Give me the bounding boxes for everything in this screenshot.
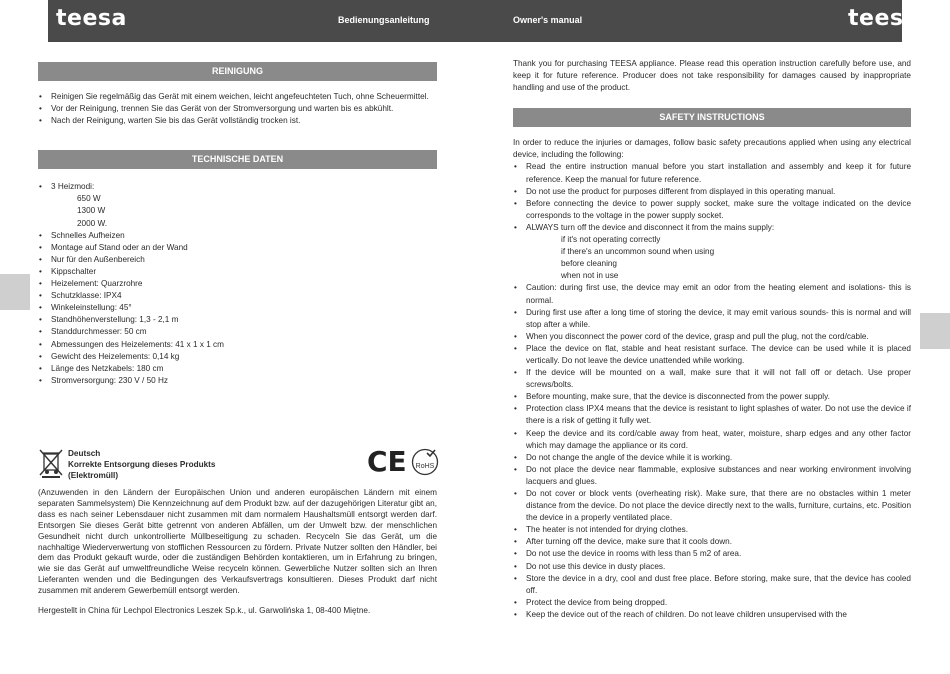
condition-line: if it's not operating correctly <box>561 235 661 245</box>
list-item: • Gewicht des Heizelements: 0,14 kg <box>38 351 437 363</box>
safety-intro: In order to reduce the injuries or damages, follow basic safety precautions applied when using any electrical device, including the following: <box>513 138 911 160</box>
list-item: • Nur für den Außenbereich <box>38 254 437 266</box>
right-column <box>513 58 911 621</box>
tech-list <box>38 181 437 387</box>
header-title-en: Owner's manual <box>513 15 583 25</box>
list-item: • Kippschalter <box>38 266 437 278</box>
left-column <box>38 62 437 387</box>
list-item: • Do not use the product for purposes different from displayed in this operating manual. <box>513 186 911 198</box>
heat-mode: 2000 W. <box>77 218 108 228</box>
disconnect-instruction: ALWAYS turn off the device and disconnect it from the mains supply: <box>526 222 775 232</box>
condition-line: before cleaning <box>561 259 617 269</box>
list-item: • The heater is not intended for drying clothes. <box>513 524 911 536</box>
heat-modes-label: 3 Heizmodi: <box>51 182 95 192</box>
top-bar <box>48 0 919 42</box>
disposal-title: Korrekte Entsorgung dieses Produkts <box>68 460 216 469</box>
list-item: • Before connecting the device to power supply socket, make sure the voltage indicated on the device corresponds to the voltage in the power supply socket. <box>513 198 911 222</box>
list-item: • Reinigen Sie regelmäßig das Gerät mit einem weichen, leicht angefeuchteten Tuch, ohne Scheuermittel. <box>38 91 437 103</box>
list-item: • Standhöhenverstellung: 1,3 - 2,1 m <box>38 314 437 326</box>
list-item: • Do not place the device near flammable, explosive substances and near working environment involving lacquers and glues. <box>513 464 911 488</box>
page-edge-tab-right <box>920 313 950 349</box>
list-item: • If the device will be mounted on a wall, make sure that it will not fall off or detach. Use proper screws/bolts. <box>513 367 911 391</box>
ce-mark-icon: CE <box>367 445 407 478</box>
list-item: • Place the device on flat, stable and heat resistant surface. The device can be used while it is placed vertically. Do not leave the device unattended while working. <box>513 343 911 367</box>
teesa-logo-right: teesa <box>848 6 919 31</box>
list-item: • Do not use this device in dusty places. <box>513 561 911 573</box>
rohs-label: RoHS <box>415 463 435 470</box>
list-item: • Montage auf Stand oder an der Wand <box>38 242 437 254</box>
list-item: • Keep the device and its cord/cable away from heat, water, moisture, sharp edges and any other factor which may damage the appliance or its cord. <box>513 428 911 452</box>
cleaning-list <box>38 91 437 127</box>
intro-paragraph: Thank you for purchasing TEESA appliance. Please read this operation instruction carefully before use, and keep it for future reference. Producer does not take responsibility for damages caused by inappropriate handling and use of the product. <box>513 59 911 93</box>
list-item <box>38 181 437 229</box>
manufacturer-line: Hergestellt in China für Lechpol Electronics Leszek Sp.k., ul. Garwolińska 1, 08-400 Miętne. <box>38 606 371 616</box>
disposal-subtitle: (Elektromüll) <box>68 471 119 480</box>
disposal-text: (Anzuwenden in den Ländern der Europäischen Union und anderen europäischen Ländern mit einem separaten Sammelsystem) Die Kennzeichnung auf dem Produkt bzw. auf der dazugehörigen Literatur gibt an, dass es nach seiner Lebensdauer nicht zusammen mit dam normalem Haushaltsmüll entsorgt werden darf. Entsorgen Sie dieses Gerät bitte getrennt von anderen Abfällen, um der Umwelt bzw. der menschlichen Gesundheit nicht durch unkontrollierte Müllbeseitigung zu schaden. Recyceln Sie das Gerät, um die nachhaltige Wiederverwertung von stofflichen Ressourcen zu fördern. Private Nutzer sollten den Händler, bei dem das Produkt gekauft wurde, oder die zuständigen Behörden kontaktieren, um in Erfahrung zu bringen, wie sie das Gerät auf umweltfreundliche Weise recyceln können. Gewerbliche Nutzer sollten sich an Ihren Lieferanten wenden und die Bedingungen des Verkaufsvertrags konsultieren. Dieses Produkt darf nicht zusammen mit anderem Gewerbemüll entsorgt werden. <box>38 488 437 596</box>
list-item: • Stromversorgung: 230 V / 50 Hz <box>38 375 437 387</box>
condition-line: if there's an uncommon sound when using <box>561 247 715 257</box>
safety-list <box>513 161 911 621</box>
heat-mode: 1300 W <box>77 206 106 216</box>
condition-line: when not in use <box>561 271 619 281</box>
header-title-de: Bedienungsanleitung <box>338 15 430 25</box>
teesa-logo-left: teesa <box>56 6 127 31</box>
tech-section-title: TECHNISCHE DATEN <box>38 150 437 169</box>
list-item: • When you disconnect the power cord of the device, grasp and pull the plug, not the cord/cable. <box>513 331 911 343</box>
disposal-heading <box>68 448 215 481</box>
safety-section-title: SAFETY INSTRUCTIONS <box>513 108 911 127</box>
list-item: • Before mounting, make sure, that the device is disconnected from the power supply. <box>513 391 911 403</box>
list-item: • Caution: during first use, the device may emit an odor from the heating element and isolations- this is normal. <box>513 282 911 306</box>
list-item: • Schutzklasse: IPX4 <box>38 290 437 302</box>
list-item: • Winkeleinstellung: 45° <box>38 302 437 314</box>
list-item <box>513 222 911 282</box>
cleaning-section-title: REINIGUNG <box>38 62 437 81</box>
list-item: • Store the device in a dry, cool and dust free place. Before storing, make sure, that the device has cooled off. <box>513 573 911 597</box>
list-item: • Länge des Netzkabels: 180 cm <box>38 363 437 375</box>
list-item: • Read the entire instruction manual before you start installation and assembly and keep it for future reference. Keep the manual for future reference. <box>513 161 911 185</box>
list-item: • Heizelement: Quarzrohre <box>38 278 437 290</box>
crossed-out-wheelie-bin-icon <box>38 448 64 478</box>
disposal-section <box>38 488 437 617</box>
rohs-icon <box>411 448 439 476</box>
list-item: • Do not cover or block vents (overheating risk). Make sure, that there are no obstacles within 1 meter distance from the device. Do not place the device directly next to the walls, furniture, curtains, etc. Position the device in a properly ventilated place. <box>513 488 911 524</box>
list-item: • During first use after a long time of storing the device, it may emit various sounds- this is normal and will stop after a while. <box>513 307 911 331</box>
list-item: • Do not change the angle of the device while it is working. <box>513 452 911 464</box>
disposal-language: Deutsch <box>68 449 101 458</box>
list-item: • Do not use the device in rooms with less than 5 m2 of area. <box>513 548 911 560</box>
page-edge-tab-left <box>0 274 30 310</box>
list-item: • Protect the device from being dropped. <box>513 597 911 609</box>
list-item: • Vor der Reinigung, trennen Sie das Gerät von der Stromversorgung und warten bis es abkühlt. <box>38 103 437 115</box>
list-item: • Keep the device out of the reach of children. Do not leave children unsupervised with the <box>513 609 911 621</box>
list-item: • Nach der Reinigung, warten Sie bis das Gerät vollständig trocken ist. <box>38 115 437 127</box>
list-item: • Abmessungen des Heizelements: 41 x 1 x 1 cm <box>38 339 437 351</box>
heat-mode: 650 W <box>77 194 101 204</box>
list-item: • Standdurchmesser: 50 cm <box>38 326 437 338</box>
list-item: • Schnelles Aufheizen <box>38 230 437 242</box>
list-item: • Protection class IPX4 means that the device is resistant to light splashes of water. Do not use the device if there is a risk of getting it fully wet. <box>513 403 911 427</box>
list-item: • After turning off the device, make sure that it cools down. <box>513 536 911 548</box>
